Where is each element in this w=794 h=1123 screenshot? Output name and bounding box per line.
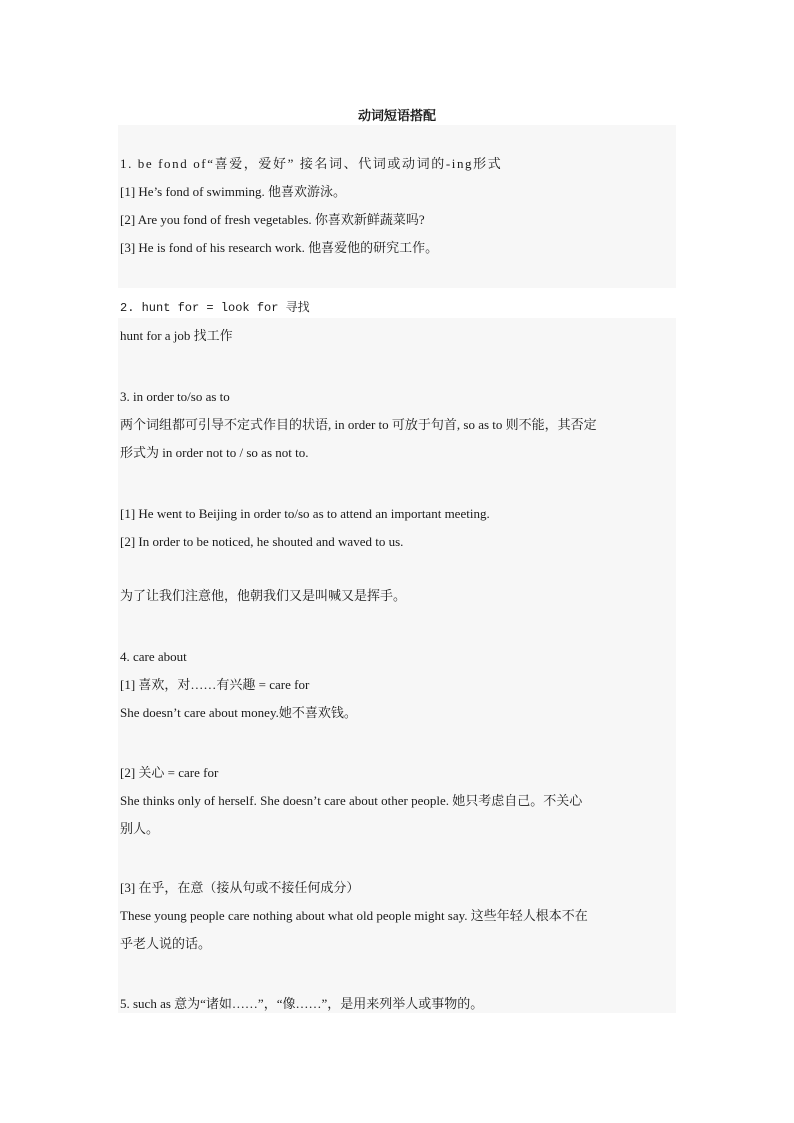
example-line: [1] He went to Beijing in order to/so as to attend an important meeting. — [120, 506, 490, 521]
example-line: She doesn’t care about money.她不喜欢钱。 — [120, 705, 357, 720]
example-line: [1] He’s fond of swimming. 他喜欢游泳。 — [120, 184, 347, 199]
example-line: 别人。 — [120, 821, 160, 836]
translation-line: 为了让我们注意他，他朝我们又是叫喊又是挥手。 — [120, 588, 407, 603]
example-line: hunt for a job 找工作 — [120, 328, 233, 343]
page-title: 动词短语搭配 — [357, 109, 436, 124]
heading-2: 2. hunt for = look for 寻找 — [120, 301, 310, 315]
example-line: 乎老人说的话。 — [120, 936, 212, 951]
example-line: She thinks only of herself. She doesn’t care about other people. 她只考虑自己。不关心 — [120, 793, 583, 808]
heading-3: 3. in order to/so as to — [120, 389, 230, 404]
section-shading — [118, 125, 676, 288]
example-line: [2] In order to be noticed, he shouted and waved to us. — [120, 534, 404, 549]
body-line: 两个词组都可引导不定式作目的状语, in order to 可放于句首, so as to 则不能，其否定 — [120, 417, 597, 432]
heading-1: 1. be fond of“喜爱，爱好” 接名词、代词或动词的-ing形式 — [120, 156, 503, 171]
example-line: These young people care nothing about what old people might say. 这些年轻人根本不在 — [120, 908, 588, 923]
example-line: [2] Are you fond of fresh vegetables. 你喜欢新鲜蔬菜吗? — [120, 212, 425, 227]
body-line: 形式为 in order not to / so as not to. — [120, 445, 309, 460]
heading-5: 5. such as 意为“诸如……”，“像……”，是用来列举人或事物的。 — [120, 996, 484, 1011]
sense-line: [1] 喜欢，对……有兴趣 = care for — [120, 677, 310, 692]
example-line: [3] He is fond of his research work. 他喜爱他的研究工作。 — [120, 240, 439, 255]
heading-4: 4. care about — [120, 649, 187, 664]
sense-line: [3] 在乎，在意（接从句或不接任何成分） — [120, 880, 360, 895]
sense-line: [2] 关心 = care for — [120, 765, 219, 780]
